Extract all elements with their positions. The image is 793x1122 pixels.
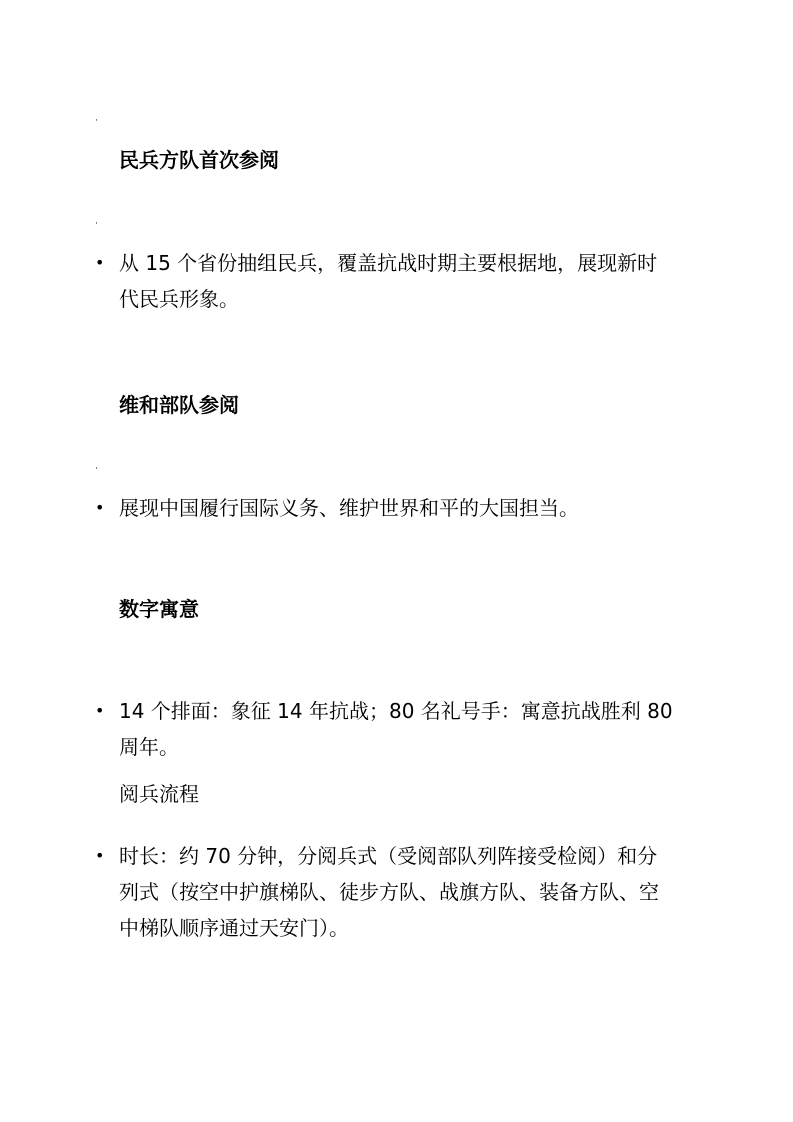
separator-dot: · — [95, 116, 98, 126]
bullet-icon: • — [95, 701, 105, 720]
list-item — [95, 245, 675, 317]
section-heading-peacekeeping: 维和部队参阅 — [119, 393, 239, 417]
section-heading-numbers: 数字寓意 — [119, 597, 199, 621]
list-item — [95, 490, 675, 526]
list-item — [95, 838, 675, 946]
bullet-icon: • — [95, 253, 105, 272]
parade-process-label: 阅兵流程 — [119, 782, 199, 806]
list-item-text: 14 个排面：象征 14 年抗战；80 名礼号手：寓意抗战胜利 80 周年。 — [119, 699, 673, 759]
list-item — [95, 693, 675, 765]
list-item-text: 时长：约 70 分钟，分阅兵式（受阅部队列阵接受检阅）和分列式（按空中护旗梯队、徒步方队、战旗方队、装备方队、空中梯队顺序通过天安门）。 — [119, 844, 659, 940]
separator-dot: · — [95, 219, 98, 229]
separator-dot: · — [95, 464, 98, 474]
list-item-text: 展现中国履行国际义务、维护世界和平的大国担当。 — [119, 496, 579, 520]
list-item-text: 从 15 个省份抽组民兵，覆盖抗战时期主要根据地，展现新时代民兵形象。 — [119, 251, 658, 311]
bullet-icon: • — [95, 498, 105, 517]
bullet-icon: • — [95, 846, 105, 865]
section-heading-militia: 民兵方队首次参阅 — [119, 148, 279, 172]
